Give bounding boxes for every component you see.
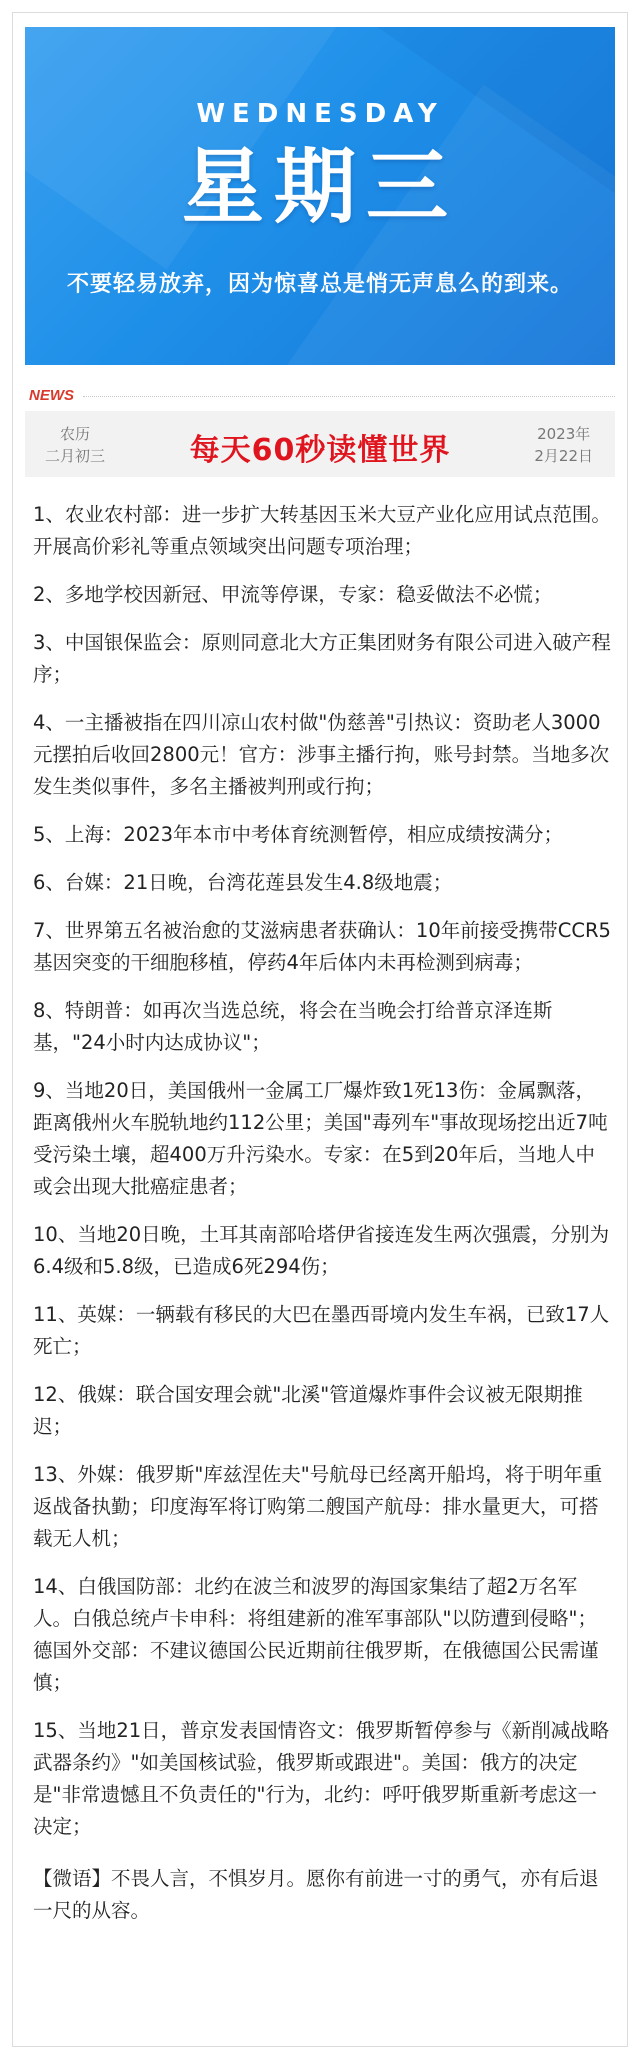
gregorian-date <box>534 423 593 467</box>
news-item: 9、当地20日，美国俄州一金属工厂爆炸致1死13伤：金属飘落，距离俄州火车脱轨地约112公里；美国"毒列车"事故现场挖出近7吨受污染土壤，超400万升污染水。专家：在5到20年后，当地人中或会出现大批癌症患者； <box>33 1079 608 1198</box>
news-list <box>33 499 613 1946</box>
date-day: 2月22日 <box>534 447 593 465</box>
news-item: 13、外媒：俄罗斯"库兹涅佐夫"号航母已经离开船坞，将于明年重返战备执勤；印度海军将订购第二艘国产航母：排水量更大，可搭载无人机； <box>33 1463 603 1550</box>
lunar-label: 农历 <box>60 425 91 443</box>
lunar-day: 二月初三 <box>45 447 106 465</box>
news-tag: NEWS <box>29 387 74 404</box>
title-bar <box>25 411 615 477</box>
banner-motto: 不要轻易放弃，因为惊喜总是悄无声息么的到来。 <box>66 272 573 297</box>
news-item: 14、白俄国防部：北约在波兰和波罗的海国家集结了超2万名军人。白俄总统卢卡申科：将组建新的准军事部队"以防遭到侵略"；德国外交部：不建议德国公民近期前往俄罗斯，在俄德国公民需谨慎； <box>33 1575 599 1694</box>
page-title: 每天60秒读懂世界 <box>189 433 451 468</box>
weekday-chinese: 星期三 <box>181 140 458 235</box>
weekday-banner <box>25 27 615 365</box>
news-item: 10、当地20日晚，土耳其南部哈塔伊省接连发生两次强震，分别为6.4级和5.8级，已造成6死294伤； <box>33 1223 610 1278</box>
news-item: 1、农业农村部：进一步扩大转基因玉米大豆产业化应用试点范围。开展高价彩礼等重点领域突出问题专项治理； <box>33 503 611 558</box>
news-item: 6、台媒：21日晚，台湾花莲县发生4.8级地震； <box>33 871 453 894</box>
news-item: 5、上海：2023年本市中考体育统测暂停，相应成绩按满分； <box>33 823 564 846</box>
date-year: 2023年 <box>537 425 591 443</box>
news-item: 8、特朗普：如再次当选总统，将会在当晚会打给普京泽连斯基，"24小时内达成协议"； <box>33 999 553 1054</box>
weekday-english: WEDNESDAY <box>196 99 444 129</box>
news-item: 15、当地21日，普京发表国情咨文：俄罗斯暂停参与《新削减战略武器条约》"如美国核试验，俄罗斯或跟进"。美国：俄方的决定是"非常遗憾且不负责任的"行为，北约：呼吁俄罗斯重新考虑这一决定； <box>33 1719 610 1838</box>
news-item: 2、多地学校因新冠、甲流等停课，专家：稳妥做法不必慌； <box>33 583 553 606</box>
news-item: 4、一主播被指在四川凉山农村做"伪慈善"引热议：资助老人3000元摆拍后收回2800元！官方：涉事主播行拘，账号封禁。当地多次发生类似事件，多名主播被判刑或行拘； <box>33 711 610 798</box>
news-item: 12、俄媒：联合国安理会就"北溪"管道爆炸事件会议被无限期推迟； <box>33 1383 583 1438</box>
weiyu-quote <box>33 1863 613 1927</box>
dotted-divider <box>83 396 615 397</box>
weiyu-tag: 【微语】 <box>33 1866 112 1890</box>
news-item: 3、中国银保监会：原则同意北大方正集团财务有限公司进入破产程序； <box>33 631 611 686</box>
weiyu-text: 不畏人言，不惧岁月。愿你有前进一寸的勇气，亦有后退一尺的从容。 <box>33 1866 599 1922</box>
news-item: 7、世界第五名被治愈的艾滋病患者获确认：10年前接受携带CCR5基因突变的干细胞移植，停药4年后体内未再检测到病毒； <box>33 919 611 974</box>
article-card <box>12 12 628 2047</box>
news-item: 11、英媒：一辆载有移民的大巴在墨西哥境内发生车祸，已致17人死亡； <box>33 1303 610 1358</box>
